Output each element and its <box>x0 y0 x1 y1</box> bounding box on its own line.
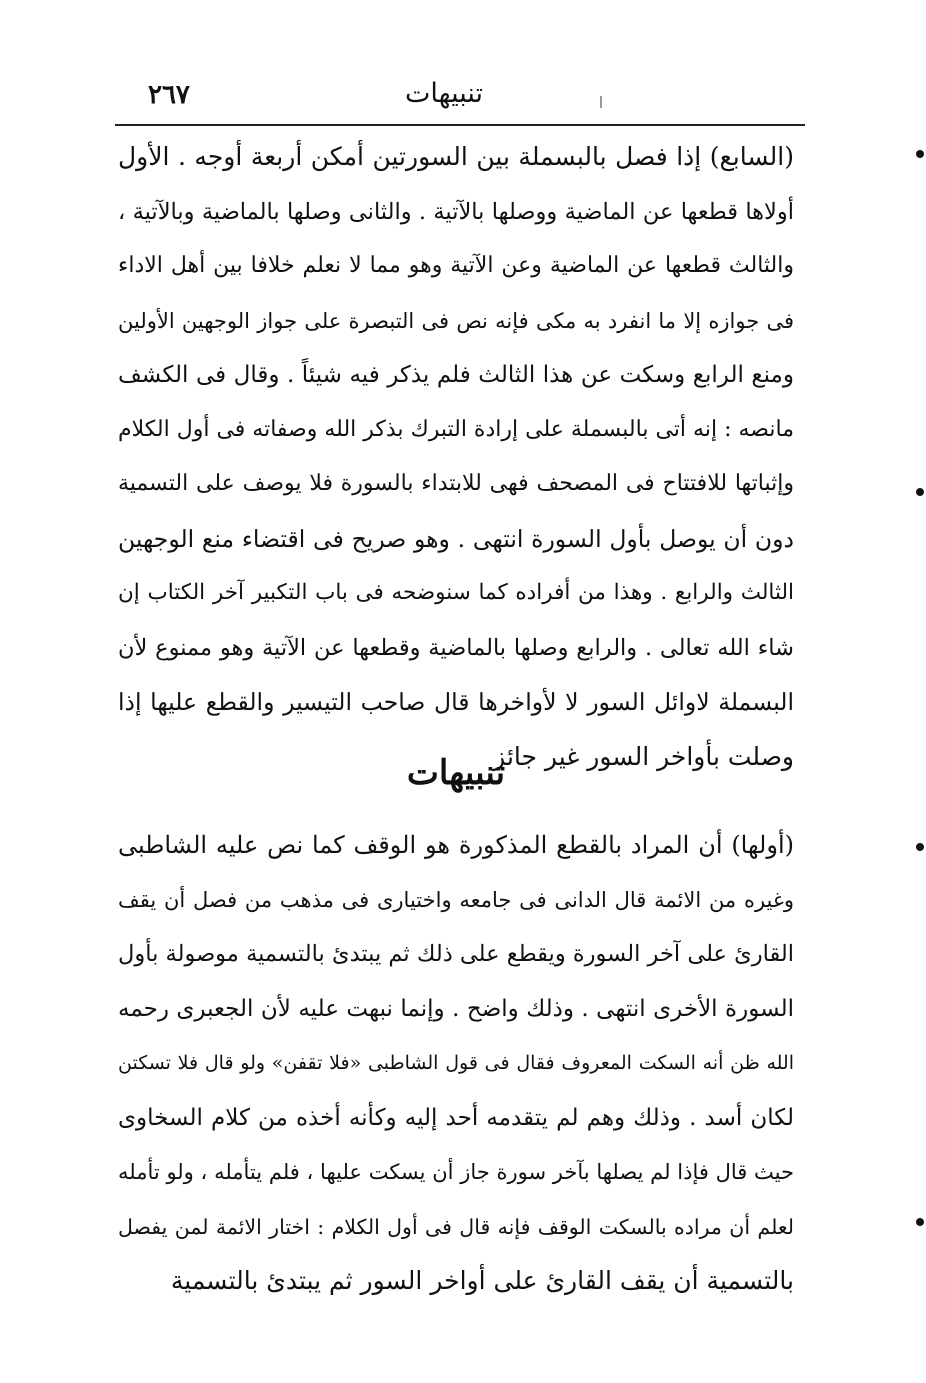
text-line: الله ظن أنه السكت المعروف فقال فى قول الشاطبى «فلا تقفن» ولو قال فلا تسكتن <box>118 1052 794 1074</box>
text-line: أولاها قطعها عن الماضية ووصلها بالآتية . والثانى وصلها بالماضية وبالآتية ، <box>118 198 794 225</box>
text-line: (السابع) إذا فصل بالبسملة بين السورتين أمكن أربعة أوجه . الأول <box>118 142 794 171</box>
text-line: (أولها) أن المراد بالقطع المذكورة هو الوقف كما نص عليه الشاطبى <box>118 831 794 859</box>
binding-hole-mark <box>916 150 924 158</box>
text-line: وإثباتها للافتتاح فى المصحف فهى للابتداء بالسورة فلا يوصف على التسمية <box>118 471 794 496</box>
running-title: تنبيهات <box>405 78 484 109</box>
text-line: دون أن يوصل بأول السورة انتهى . وهو صريح فى اقتضاء منع الوجهين <box>118 524 794 553</box>
print-tick-mark <box>600 96 602 108</box>
text-line: والثالث قطعها عن الماضية وعن الآتية وهو مما لا نعلم خلافا بين أهل الاداء <box>118 253 794 278</box>
text-line: وصلت بأواخر السور غير جائز <box>493 741 794 771</box>
section-heading: تنبيهات <box>406 753 506 793</box>
header-rule <box>115 124 805 126</box>
text-line: فى جوازه إلا ما انفرد به مكى فإنه نص فى التبصرة على جواز الوجهين الأولين <box>118 308 794 333</box>
text-line: وغيره من الائمة قال الدانى فى جامعه واختيارى فى مذهب من فصل أن يقف <box>118 887 794 912</box>
text-line: الثالث والرابع . وهذا من أفراده كما سنوضحه فى باب التكبير آخر الكتاب إن <box>118 580 794 605</box>
text-line: القارئ على آخر السورة ويقطع على ذلك ثم يبتدئ بالتسمية موصولة بأول <box>118 941 794 967</box>
text-line: لعلم أن مراده بالسكت الوقف فإنه قال فى أول الكلام : اختار الائمة لمن يفصل <box>118 1214 794 1239</box>
text-line: حيث قال فإذا لم يصلها بآخر سورة جاز أن يسكت عليها ، فلم يتأمله ، ولو تأمله <box>118 1160 794 1184</box>
paragraph-first-note <box>118 818 794 1309</box>
paragraph-seventh <box>118 130 794 784</box>
text-line: السورة الأخرى انتهى . وذلك واضح . وإنما نبهت عليه لأن الجعبرى رحمه <box>118 995 794 1022</box>
binding-hole-mark <box>916 843 924 851</box>
binding-hole-mark <box>916 1218 924 1226</box>
page-number: ٢٦٧ <box>148 80 190 110</box>
page-header <box>115 70 805 126</box>
text-line: لكان أسد . وذلك وهم لم يتقدمه أحد إليه وكأنه أخذه من كلام السخاوى <box>118 1104 794 1131</box>
binding-hole-mark <box>916 488 924 496</box>
text-line: مانصه : إنه أتى بالبسملة على إرادة التبرك بذكر الله وصفاته فى أول الكلام <box>118 416 794 442</box>
text-line: بالتسمية أن يقف القارئ على أواخر السور ثم يبتدئ بالتسمية <box>170 1266 794 1295</box>
text-line: شاء الله تعالى . والرابع وصلها بالماضية وقطعها عن الآتية وهو ممنوع لأن <box>118 634 794 661</box>
text-line: البسملة لاوائل السور لا لأواخرها قال صاحب التيسير والقطع عليها إذا <box>118 688 794 716</box>
text-line: ومنع الرابع وسكت عن هذا الثالث فلم يذكر فيه شيئاً . وقال فى الكشف <box>118 362 794 388</box>
